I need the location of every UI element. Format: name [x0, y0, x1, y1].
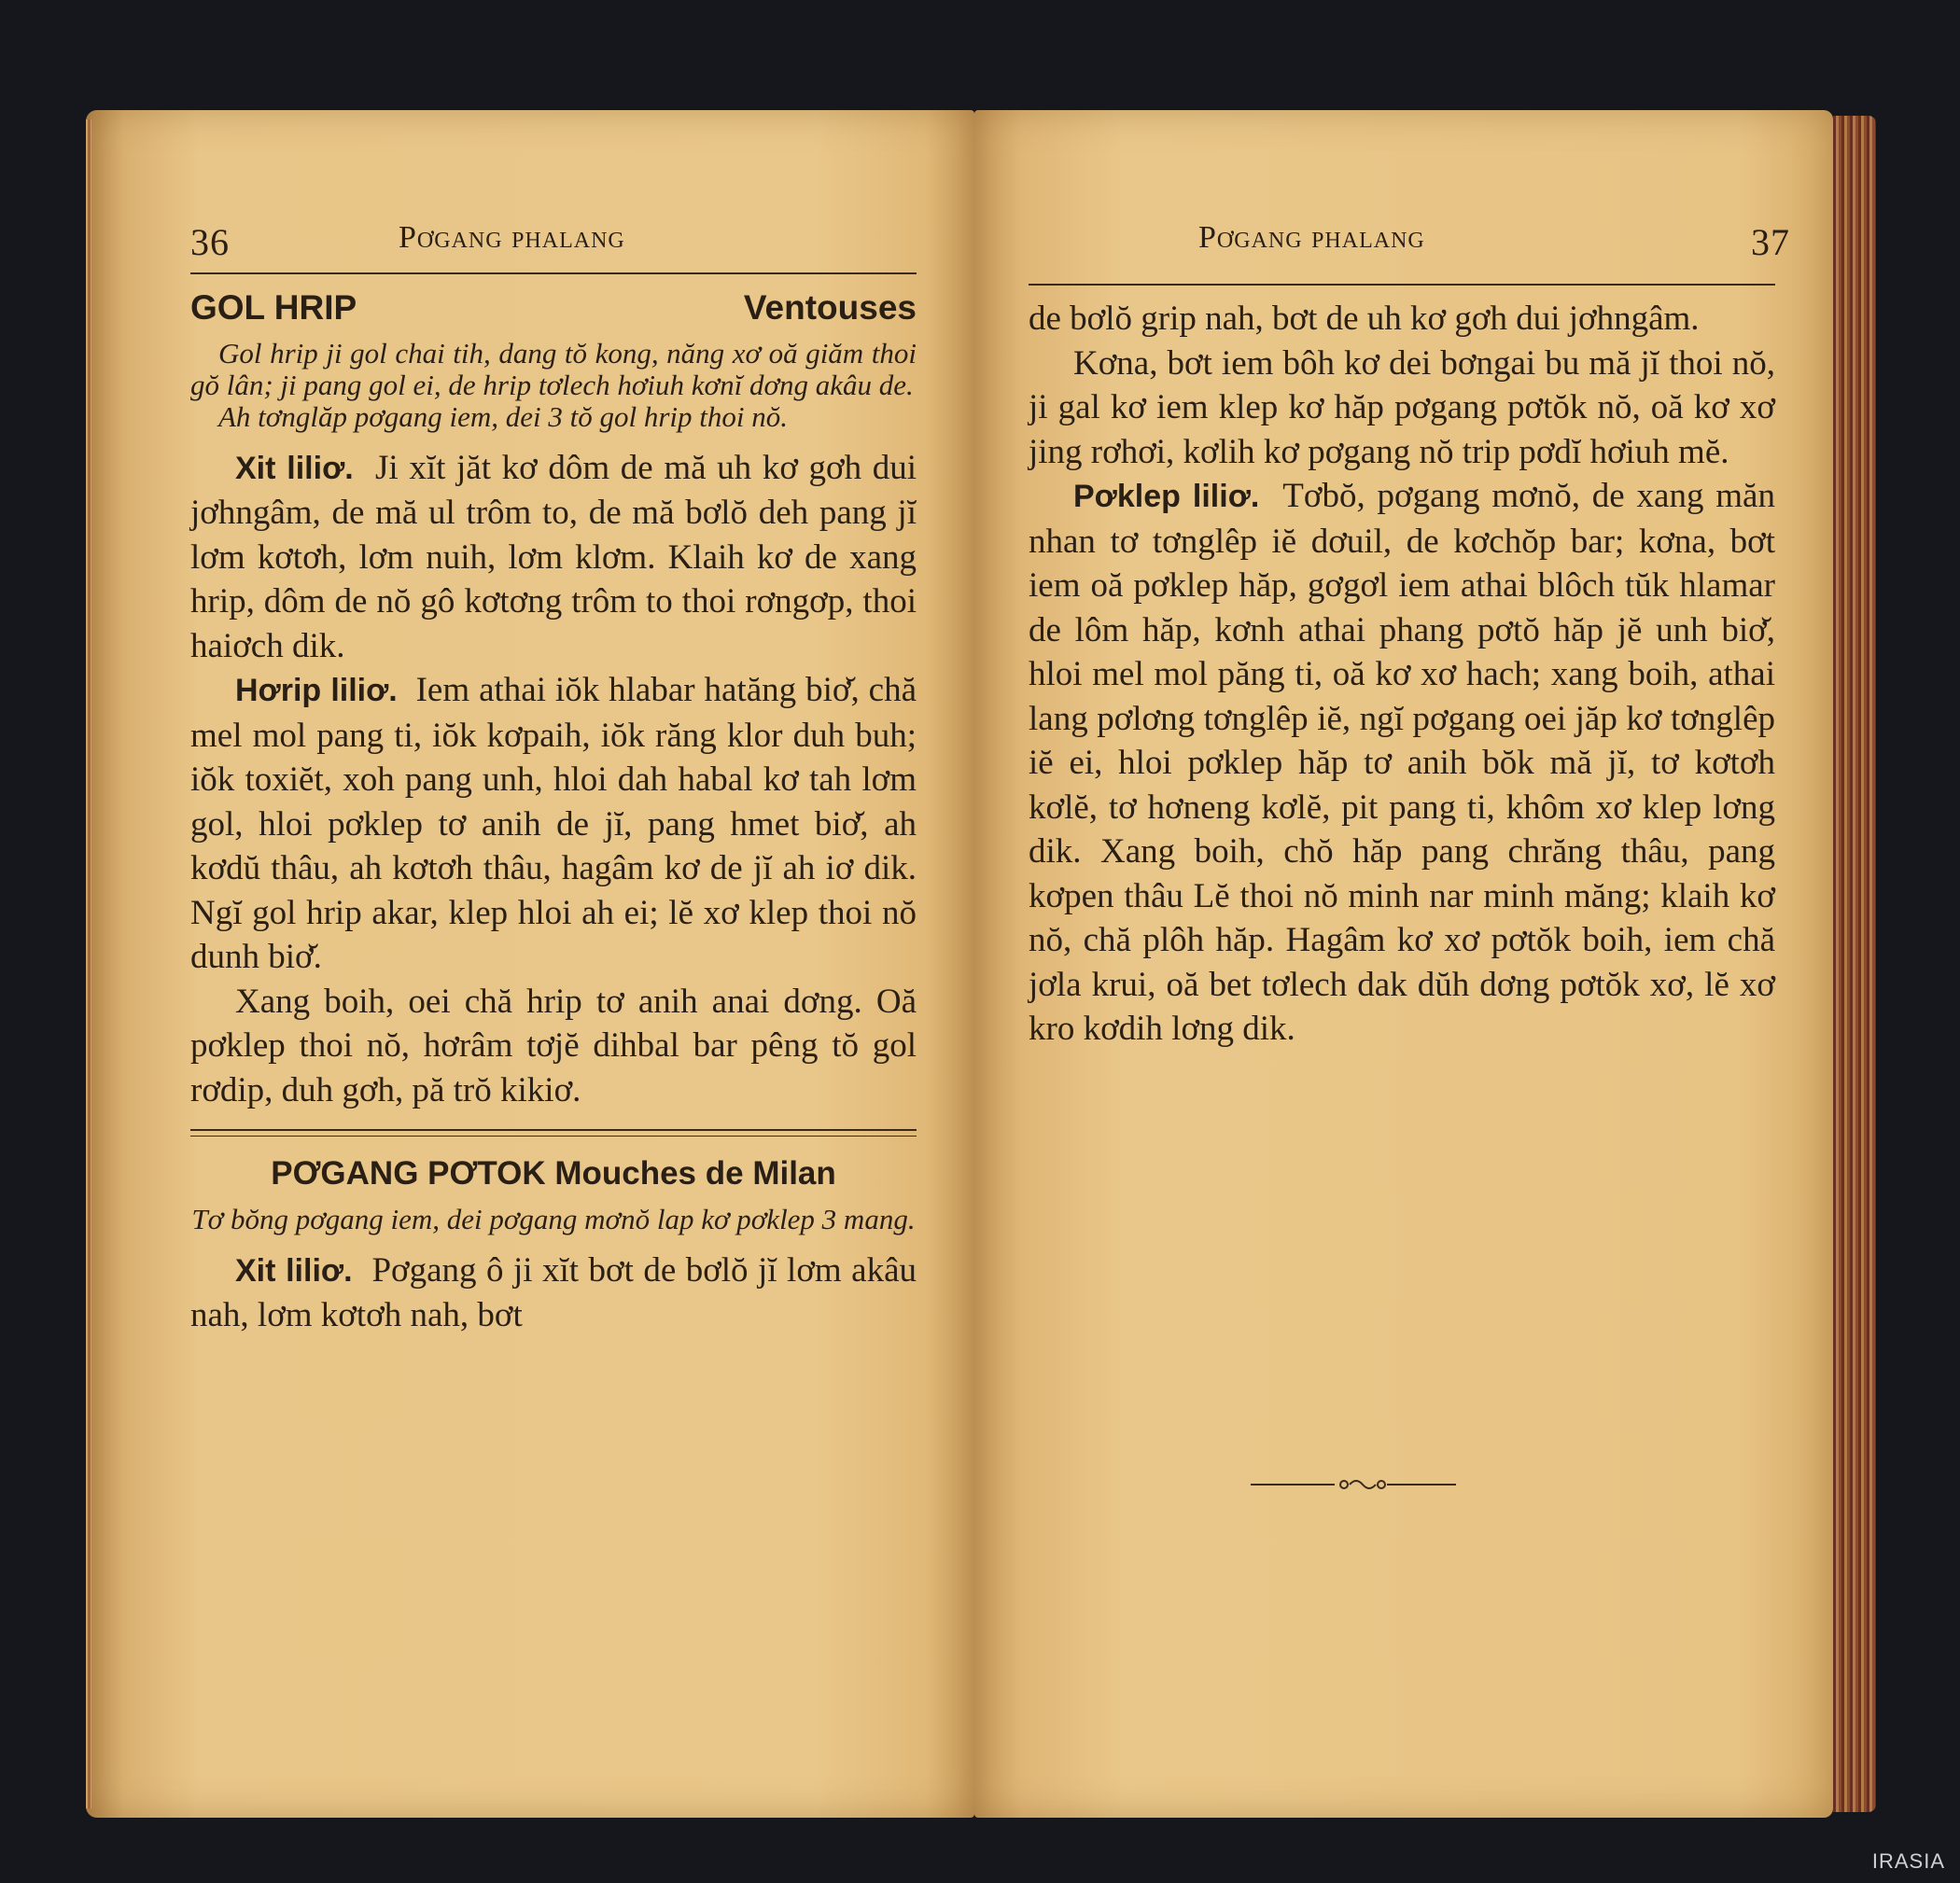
right-page-content [1029, 297, 1775, 1052]
section2-title-text: PƠGANG PƠTOK Mouches de Milan [271, 1155, 836, 1192]
left-head-rule [190, 272, 917, 274]
body-paragraph [1029, 342, 1775, 475]
right-page-number: 37 [1751, 221, 1790, 263]
body-paragraph [190, 668, 917, 980]
right-running-head: Pơgang phalang [1198, 220, 1425, 255]
intro-paragraph: Tơ bŏng pơgang iem, dei pơgang mơnŏ lap kơ pơklep 3 mang. [191, 1202, 916, 1235]
paragraph-text: Xang boih, oei chă hrip tơ anih anai dơng. Oă pơklep thoi nŏ, hơrâm tơjĕ dihbal bar pêng tŏ gol rơdip, duh gơh, pă trŏ kikiơ. [190, 982, 917, 1109]
left-page-edge [86, 119, 91, 1808]
open-book [86, 110, 1876, 1818]
paragraph-text: Ji xĭt jăt kơ dôm de mă uh kơ gơh dui jơhngâm, de mă ul trôm to, de mă bơlŏ deh pang jĭ lơm kơtơh, lơm nuih, lơm klơm. Klaih kơ de xang hrip, dôm de nŏ gô kơtơng trôm to thoi rơngơp, thoi haiơch dik. [190, 448, 917, 665]
section-title-french: Ventouses [743, 288, 917, 327]
paragraph-text: Tơbŏ, pơgang mơnŏ, de xang măn nhan tơ tơnglêp iĕ dơuil, de kơchŏp bar; kơna, bơt iem oă pơklep hăp, gơgơl iem athai blôch tŭk hlamar de lôm hăp, kơnh athai phang pơtŏ hăp jĕ unh biơ̆, hloi mel mol păng ti, oă kơ xơ hach; xang boih, athai lang pơlơng tơnglêp iĕ, ngĭ pơgang oei jăp kơ tơnglêp iĕ ei, hloi pơklep hăp tơ anih bŏk mă jĭ, tơ kơtơh kơlĕ, tơ hơneng kơlĕ, pit pang ti, khôm xơ klep lơng dik. Xang boih, chŏ hăp pang chrăng thâu, pang kơpen thâu Lĕ thoi nŏ minh nar minh măng; klaih kơ nŏ, chă plôh hăp. Hagâm kơ xơ pơtŏk boih, iem chă jơla krui, oă bet tơlech dak dŭh dơng pơtŏk xơ, lĕ xơ kro kơdih lơng dik. [1029, 477, 1775, 1048]
watermark: IRASIA [1871, 1849, 1945, 1873]
paragraph-lead: Xit liliơ. [235, 450, 354, 486]
body-paragraph [190, 446, 917, 669]
section-intro [190, 338, 917, 433]
right-head-rule [1029, 284, 1775, 286]
body-paragraph [190, 980, 917, 1113]
section-title-row [190, 286, 917, 330]
left-page [86, 110, 974, 1818]
page-edges [1833, 116, 1876, 1812]
intro-paragraph: Gol hrip ji gol chai tih, dang tŏ kong, năng xơ oă giăm thoi gŏ lân; ji pang gol ei, de hrip tơlech hơiuh kơnĭ dơng akâu de. [190, 336, 917, 401]
left-page-content [190, 286, 917, 1338]
paragraph-text: de bơlŏ grip nah, bơt de uh kơ gơh dui jơhngâm. [1029, 300, 1700, 338]
body-paragraph [1029, 474, 1775, 1052]
paragraph-lead: Hơrip liliơ. [235, 673, 398, 708]
section2-title [190, 1151, 917, 1196]
body-paragraph [1029, 297, 1775, 342]
paragraph-text: Kơna, bơt iem bôh kơ dei bơngai bu mă jĭ thoi nŏ, ji gal kơ iem klep kơ hăp pơgang pơtŏk nŏ, oă kơ xơ jing rơhơi, kơlih kơ pơgang nŏ trip pơdĭ hơiuh mĕ. [1029, 343, 1775, 471]
ornament-divider [1251, 1475, 1456, 1494]
left-page-number: 36 [190, 221, 230, 263]
body-paragraph [190, 1248, 917, 1338]
paragraph-text: Pơgang ô ji xĭt bơt de bơlŏ jĭ lơm akâu nah, lơm kơtơh nah, bơt [190, 1250, 917, 1334]
section-divider [190, 1129, 917, 1137]
section-title: GOL HRIP [190, 288, 357, 327]
section2-intro [190, 1204, 917, 1235]
paragraph-text: Iem athai iŏk hlabar hatăng biơ̆, chă mel mol pang ti, iŏk kơpaih, iŏk răng klor duh buh; iŏk toxiĕt, xoh pang unh, hloi dah habal kơ tah lơm gol, hloi pơklep tơ anih de jĭ, pang hmet biơ̆, ah kơdŭ thâu, ah kơtơh thâu, hagâm kơ de jĭ ah iơ dik. Ngĭ gol hrip akar, klep hloi ah ei; lĕ xơ klep thoi nŏ dunh biơ̆. [190, 671, 917, 976]
left-running-head: Pơgang phalang [399, 220, 625, 255]
paragraph-lead: Xit liliơ. [235, 1252, 353, 1289]
right-page [974, 110, 1833, 1818]
intro-paragraph: Ah tơnglăp pơgang iem, dei 3 tŏ gol hrip thoi nŏ. [218, 399, 789, 433]
paragraph-lead: Pơklep liliơ. [1073, 479, 1260, 514]
